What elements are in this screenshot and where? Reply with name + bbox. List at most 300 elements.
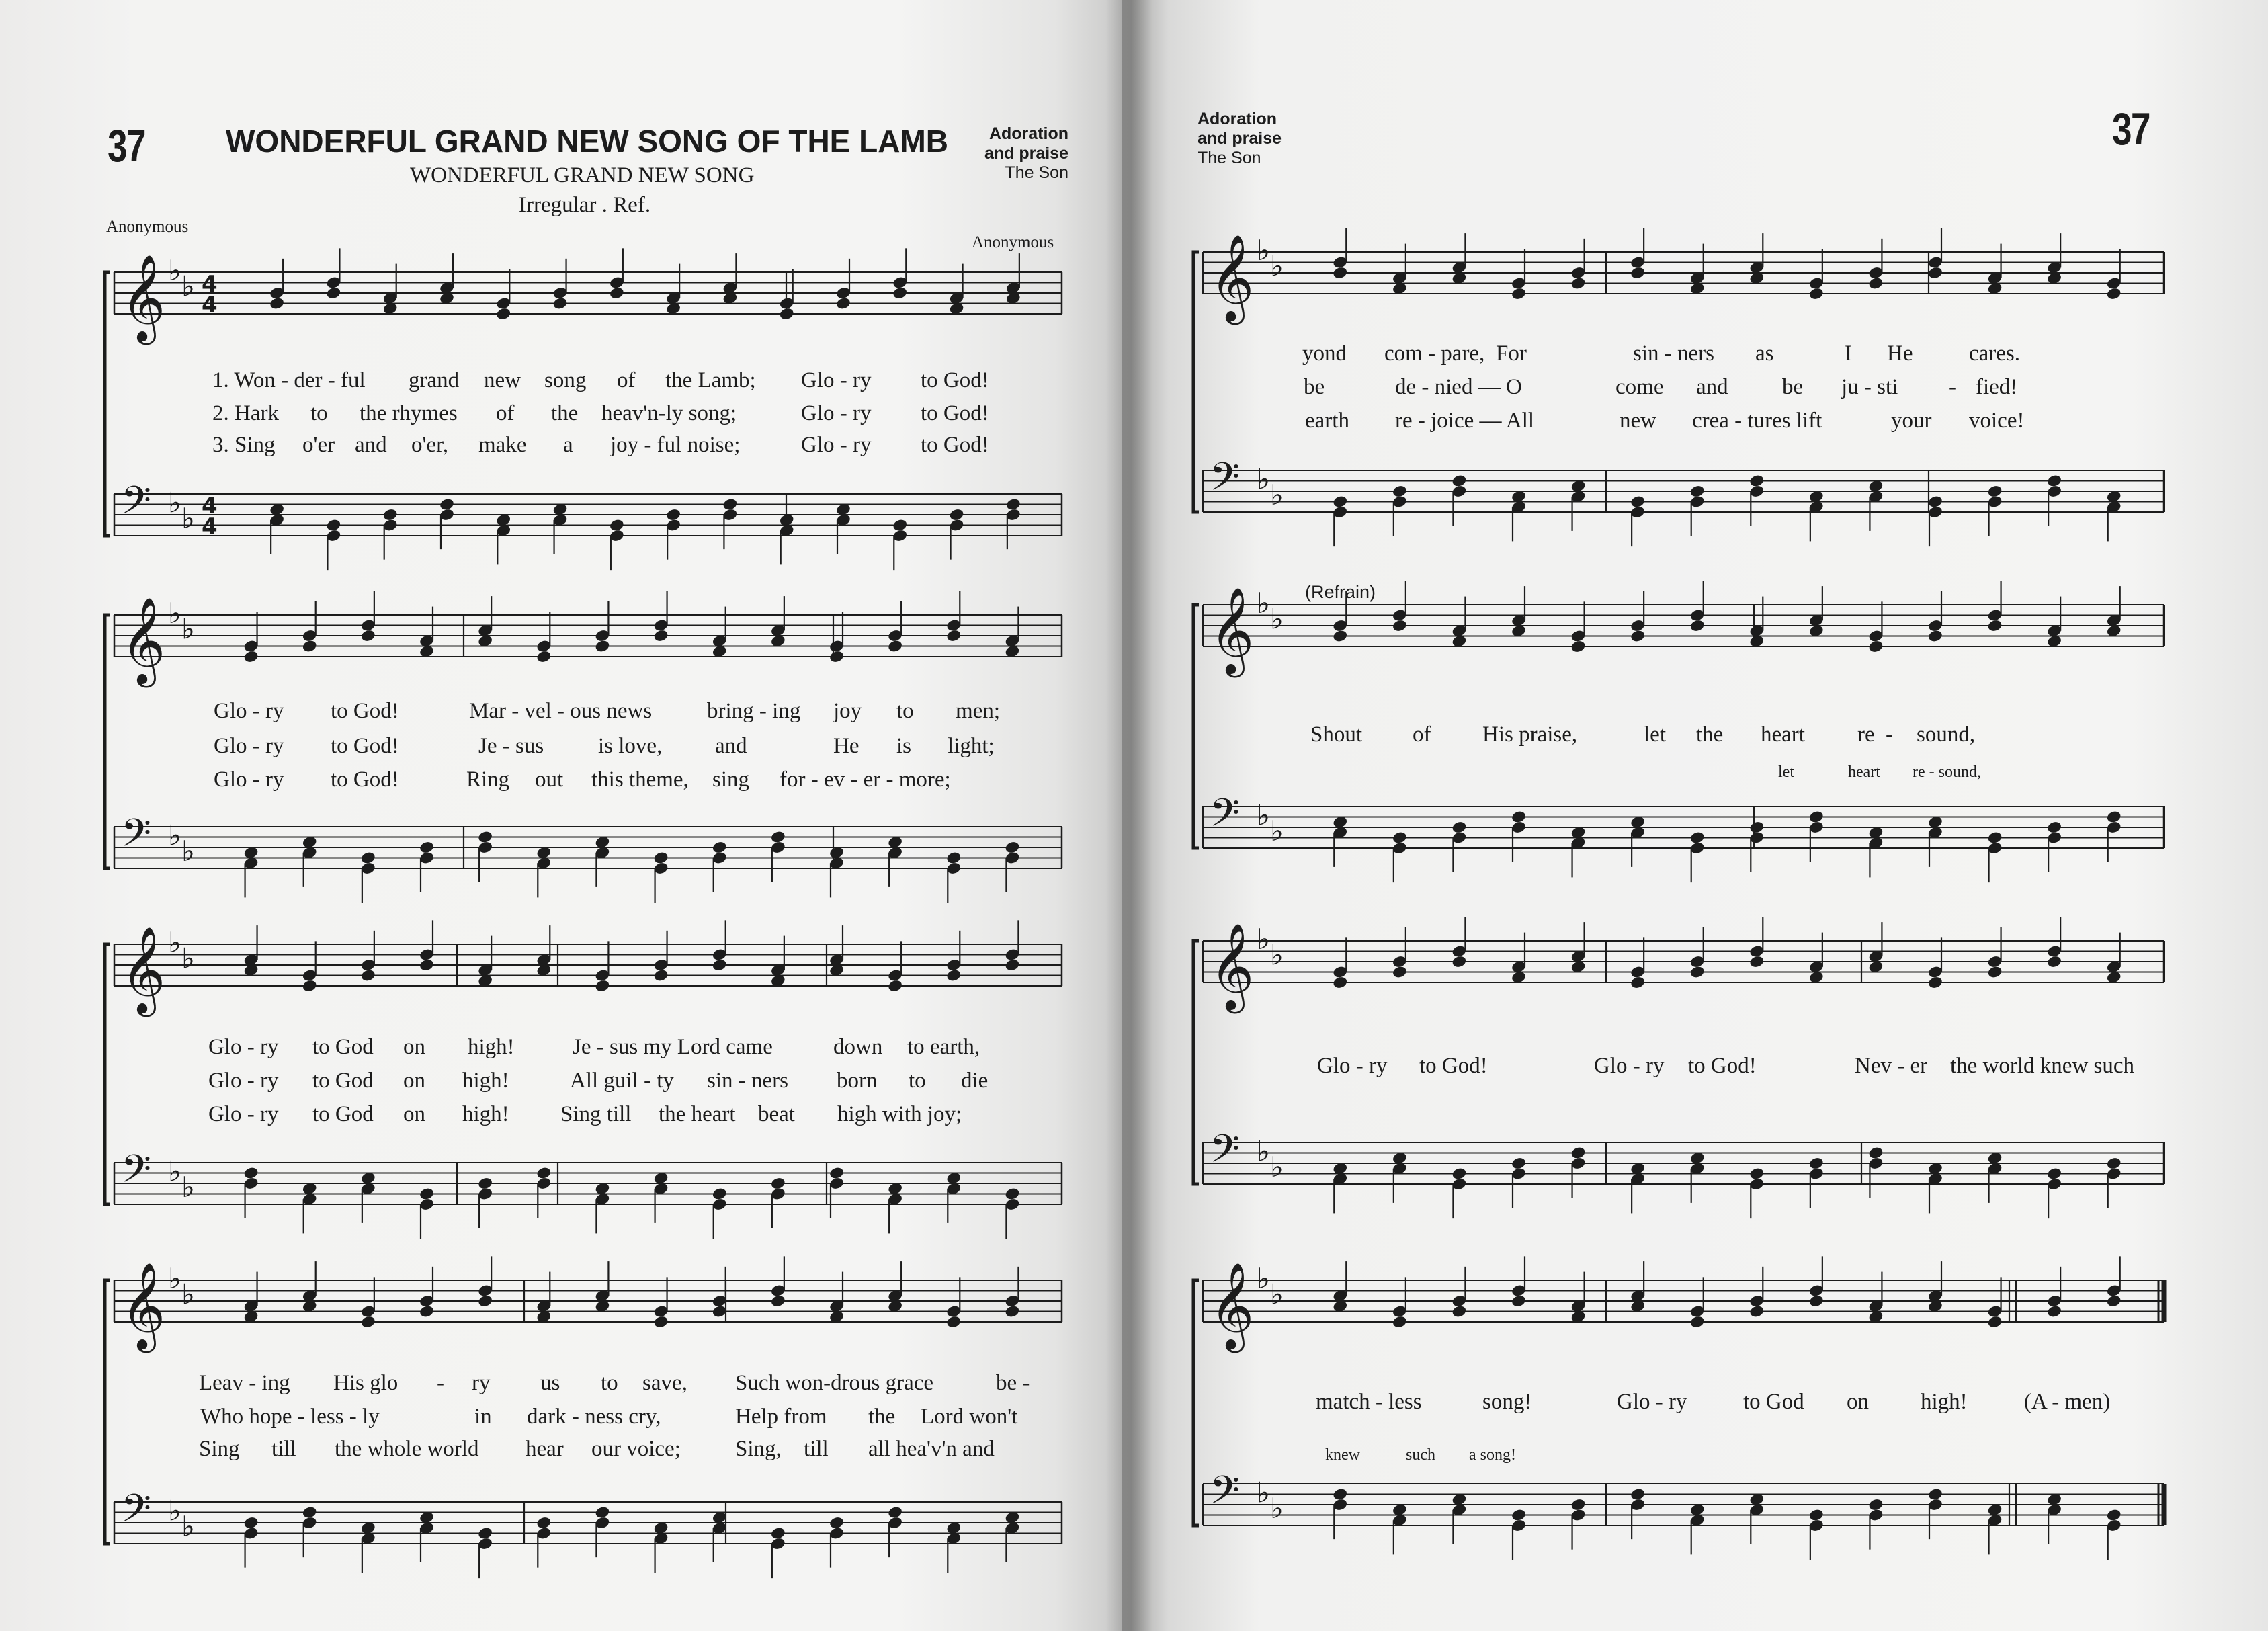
note-chord xyxy=(1005,497,1021,549)
bass-clef-icon: 𝄢 xyxy=(121,1146,152,1202)
lyric: cares. xyxy=(1969,341,2021,366)
lyric: Je - sus my Lord came xyxy=(573,1035,773,1059)
lyric: to God! xyxy=(331,734,399,758)
note-chord xyxy=(477,1177,493,1228)
note-chord xyxy=(1808,586,1824,638)
note-chord xyxy=(1749,821,1765,872)
hymn-title: WONDERFUL GRAND NEW SONG OF THE LAMB xyxy=(226,124,948,159)
bass-staff-right-2 xyxy=(1203,790,2164,882)
note-chord xyxy=(243,845,259,897)
time-signature: 4 xyxy=(202,292,218,319)
lyric: Shout xyxy=(1310,722,1363,747)
lyric: your xyxy=(1891,409,1932,433)
note-chord xyxy=(594,835,610,887)
lyric-small: knew xyxy=(1325,1446,1360,1464)
lyric: fied! xyxy=(1976,375,2018,399)
treble-staff-left-1 xyxy=(114,248,1062,345)
bass-clef-icon: 𝄢 xyxy=(1210,454,1241,509)
treble-staff-left-3 xyxy=(114,920,1062,1017)
lyric: us xyxy=(540,1371,560,1395)
lyric: For xyxy=(1496,341,1527,366)
note-chord xyxy=(1808,1157,1824,1208)
note-chord xyxy=(1749,917,1765,968)
flat-icon: ♭ xyxy=(1270,1278,1284,1311)
note-chord xyxy=(1570,825,1587,877)
flat-icon: ♭ xyxy=(1257,1476,1270,1509)
lyric: the rhymes xyxy=(360,401,458,425)
note-chord xyxy=(1927,1487,1943,1539)
note-chord xyxy=(1630,1487,1646,1539)
lyric: is love, xyxy=(598,734,663,758)
lyric: song! xyxy=(1482,1390,1532,1414)
lyric: yond xyxy=(1302,341,1347,366)
lyric: Nev - er xyxy=(1855,1054,1928,1078)
lyric: Glo - ry xyxy=(214,699,284,723)
note-chord xyxy=(1392,485,1408,536)
lyric: the heart xyxy=(659,1102,736,1126)
lyric: to God xyxy=(312,1069,374,1093)
note-chord xyxy=(1004,1267,1020,1319)
note-chord xyxy=(946,1521,962,1573)
note-chord xyxy=(382,508,398,560)
note-chord xyxy=(653,1521,669,1573)
note-chord xyxy=(2046,917,2062,968)
hymn-subtitle: WONDERFUL GRAND NEW SONG xyxy=(410,163,755,187)
category-left-line1: Adoration xyxy=(989,124,1068,143)
note-chord xyxy=(1004,920,1020,972)
lyric: this theme, xyxy=(591,767,689,792)
lyric: He xyxy=(833,734,859,758)
note-chord xyxy=(1987,485,2003,536)
lyric: born xyxy=(837,1069,878,1093)
flat-icon: ♭ xyxy=(181,1509,195,1543)
note-chord xyxy=(1451,1493,1467,1544)
note-chord xyxy=(2106,586,2122,638)
lyric: men; xyxy=(956,699,1000,723)
lyric: Glo - ry xyxy=(801,401,872,425)
bass-clef-icon: 𝄢 xyxy=(1210,790,1241,845)
note-chord xyxy=(722,253,738,305)
lyric: 3. Sing xyxy=(212,433,276,457)
lyric: Glo - ry xyxy=(214,767,284,792)
note-chord xyxy=(1630,815,1646,867)
lyric: high! xyxy=(462,1069,509,1093)
note-chord xyxy=(243,1516,259,1568)
lyric: to xyxy=(909,1069,926,1093)
note-chord xyxy=(653,851,669,903)
lyric: come xyxy=(1615,375,1664,399)
lyric: on xyxy=(403,1069,425,1093)
note-chord xyxy=(302,1261,318,1313)
note-chord xyxy=(1004,1187,1020,1239)
note-chord xyxy=(1987,581,2003,632)
note-chord xyxy=(1570,479,1587,531)
refrain-label: (Refrain) xyxy=(1305,582,1376,602)
note-chord xyxy=(835,259,851,310)
lyric: to xyxy=(601,1371,618,1395)
lyric: is xyxy=(896,734,912,758)
flat-icon: ♭ xyxy=(168,486,181,519)
category-left-line2: and praise xyxy=(984,144,1068,163)
note-chord xyxy=(552,503,569,554)
bass-staff-right-4 xyxy=(1203,1467,2164,1560)
note-chord xyxy=(1570,239,1587,290)
note-chord xyxy=(1749,474,1765,526)
note-chord xyxy=(770,596,786,648)
note-chord xyxy=(1867,239,1884,290)
treble-staff-left-4 xyxy=(114,1256,1062,1353)
bass-clef-icon: 𝄢 xyxy=(121,810,152,866)
note-chord xyxy=(1867,601,1884,653)
note-chord xyxy=(536,612,552,663)
note-chord xyxy=(594,1261,610,1313)
note-chord xyxy=(887,1261,903,1313)
note-chord xyxy=(665,508,681,560)
note-chord xyxy=(536,925,552,977)
flat-icon: ♭ xyxy=(181,1278,195,1311)
note-chord xyxy=(835,503,851,554)
note-chord xyxy=(1927,937,1943,989)
note-chord xyxy=(946,851,962,903)
note-chord xyxy=(1570,1498,1587,1550)
note-chord xyxy=(1451,1167,1467,1218)
note-chord xyxy=(360,1521,376,1573)
note-chord xyxy=(712,841,728,892)
lyric: heav'n-ly song; xyxy=(601,401,737,425)
lyric: Ring xyxy=(466,767,510,792)
note-chord xyxy=(1451,821,1467,872)
flat-icon: ♭ xyxy=(181,501,195,535)
lyric: our voice; xyxy=(591,1437,681,1461)
lyric: Glo - ry xyxy=(1317,1054,1388,1078)
note-chord xyxy=(1392,831,1408,882)
note-chord xyxy=(1927,1261,1943,1313)
category-left-line3: The Son xyxy=(1005,163,1068,182)
note-chord xyxy=(1630,228,1646,280)
lyric: - xyxy=(1949,375,1956,399)
lyric: to God xyxy=(312,1035,374,1059)
lyric: o'er xyxy=(302,433,335,457)
note-chord xyxy=(325,518,341,570)
lyric: for - ev - er - more; xyxy=(780,767,951,792)
note-chord xyxy=(536,845,552,897)
note-chord xyxy=(1570,1146,1587,1198)
note-chord xyxy=(887,601,903,653)
lyric: Glo - ry xyxy=(801,368,872,392)
lyric: com - pare, xyxy=(1384,341,1485,366)
lyric: high! xyxy=(462,1102,509,1126)
treble-staff-left-2 xyxy=(114,591,1062,688)
note-chord xyxy=(2106,1508,2122,1560)
note-chord xyxy=(1451,233,1467,285)
note-chord xyxy=(269,503,285,554)
lyric: Sing till xyxy=(560,1102,632,1126)
treble-clef-icon: 𝄞 xyxy=(1210,234,1255,321)
bass-staff-left-3 xyxy=(114,1146,1062,1239)
lyric: to God! xyxy=(331,699,399,723)
lyric: ju - sti xyxy=(1841,375,1898,399)
lyric-small: re - sound, xyxy=(1913,763,1981,781)
bass-clef-icon: 𝄢 xyxy=(121,477,152,533)
lyric: be xyxy=(1304,375,1325,399)
lyric: sound, xyxy=(1917,722,1976,747)
flat-icon: ♭ xyxy=(181,1170,195,1204)
bass-staff-left-1 xyxy=(114,477,1062,570)
note-chord xyxy=(302,1505,318,1557)
lyric: Leav - ing xyxy=(199,1371,290,1395)
note-chord xyxy=(1392,1277,1408,1329)
category-right-line3: The Son xyxy=(1198,149,1261,167)
note-chord xyxy=(1808,489,1824,541)
note-chord xyxy=(1749,1267,1765,1319)
lyric: new xyxy=(484,368,521,392)
note-chord xyxy=(1332,1261,1348,1313)
note-chord xyxy=(1004,841,1020,892)
lyric: die xyxy=(961,1069,989,1093)
note-chord xyxy=(770,1256,786,1308)
category-right-line1: Adoration xyxy=(1198,110,1277,128)
note-chord xyxy=(302,835,318,887)
note-chord xyxy=(1808,1508,1824,1560)
lyric: Sing, xyxy=(735,1437,782,1461)
lyric: Sing xyxy=(199,1437,240,1461)
note-chord xyxy=(2046,233,2062,285)
note-chord xyxy=(1451,917,1467,968)
note-chord xyxy=(2106,810,2122,862)
lyric: heart xyxy=(1761,722,1805,747)
note-chord xyxy=(653,591,669,642)
note-chord xyxy=(1511,1157,1527,1208)
lyric: Glo - ry xyxy=(1594,1054,1665,1078)
flat-icon: ♭ xyxy=(1270,249,1284,283)
treble-staff-right-3 xyxy=(1203,917,2164,1014)
note-chord xyxy=(1689,1151,1706,1203)
flat-icon: ♭ xyxy=(1257,234,1270,267)
lyric: Mar - vel - ous news xyxy=(469,699,653,723)
lyric: to earth, xyxy=(907,1035,980,1059)
lyric: down xyxy=(833,1035,883,1059)
note-chord xyxy=(1689,1277,1706,1329)
bass-clef-icon: 𝄢 xyxy=(1210,1126,1241,1181)
note-chord xyxy=(829,612,845,663)
note-chord xyxy=(1332,937,1348,989)
note-chord xyxy=(1630,1161,1646,1213)
note-chord xyxy=(829,845,845,897)
lyric: Who hope - less - ly xyxy=(200,1405,380,1429)
lyric: on xyxy=(403,1035,425,1059)
lyric: beat xyxy=(758,1102,795,1126)
note-chord xyxy=(594,1181,610,1233)
note-chord xyxy=(1689,1503,1706,1554)
note-chord xyxy=(1927,228,1943,280)
lyric: earth xyxy=(1305,409,1349,433)
flat-icon: ♭ xyxy=(181,269,195,303)
note-chord xyxy=(1392,1151,1408,1203)
lyric: new xyxy=(1620,409,1656,433)
lyric: sin - ners xyxy=(1633,341,1714,366)
flat-icon: ♭ xyxy=(1270,602,1284,636)
note-chord xyxy=(1927,591,1943,643)
lyric: make xyxy=(478,433,527,457)
lyric: His praise, xyxy=(1482,722,1578,747)
time-signature: 4 xyxy=(202,493,218,519)
lyric: song xyxy=(544,368,587,392)
lyric: Glo - ry xyxy=(801,433,872,457)
note-chord xyxy=(1927,815,1943,867)
note-chord xyxy=(653,1171,669,1223)
lyric: Lord won't xyxy=(921,1405,1018,1429)
note-chord xyxy=(892,518,908,570)
lyric: till xyxy=(804,1437,829,1461)
lyric-small: heart xyxy=(1848,763,1880,781)
note-chord xyxy=(712,920,728,972)
lyric: in xyxy=(474,1405,492,1429)
lyric: as xyxy=(1755,341,1774,366)
note-chord xyxy=(1808,1256,1824,1308)
note-chord xyxy=(1987,831,2003,882)
note-chord xyxy=(360,931,376,982)
flat-icon: ♭ xyxy=(1257,1134,1270,1168)
note-chord xyxy=(946,591,962,642)
note-chord xyxy=(552,259,569,310)
treble-staff-right-4 xyxy=(1203,1256,2164,1353)
lyric: on xyxy=(403,1102,425,1126)
note-chord xyxy=(419,1187,435,1239)
note-chord xyxy=(419,1267,435,1319)
category-left xyxy=(961,124,1068,183)
bass-clef-icon: 𝄢 xyxy=(121,1485,152,1541)
note-chord xyxy=(1332,1487,1348,1539)
bass-staff-right-3 xyxy=(1203,1126,2164,1218)
lyric: I xyxy=(1845,341,1852,366)
flat-icon: ♭ xyxy=(1270,938,1284,972)
flat-icon: ♭ xyxy=(181,612,195,646)
lyric: to God! xyxy=(921,433,989,457)
treble-clef-icon: 𝄞 xyxy=(121,597,166,684)
note-chord xyxy=(360,1277,376,1329)
note-chord xyxy=(419,920,435,972)
note-chord xyxy=(360,1171,376,1223)
lyric: be xyxy=(1782,375,1804,399)
note-chord xyxy=(1689,485,1706,536)
lyric: the xyxy=(868,1405,896,1429)
lyric: re - joice — All xyxy=(1395,409,1535,433)
note-chord xyxy=(946,931,962,982)
note-chord xyxy=(302,601,318,653)
note-chord xyxy=(653,931,669,982)
bass-staff-left-2 xyxy=(114,810,1062,903)
lyric: high with joy; xyxy=(837,1102,962,1126)
words-credit: Anonymous xyxy=(106,218,189,236)
lyric-small: let xyxy=(1778,763,1794,781)
note-chord xyxy=(1749,1493,1765,1544)
lyric: high! xyxy=(468,1035,515,1059)
lyric: let xyxy=(1644,722,1666,747)
lyric: out xyxy=(535,767,564,792)
lyric: the xyxy=(1696,722,1724,747)
note-chord xyxy=(1987,1151,2003,1203)
note-chord xyxy=(419,841,435,892)
bass-staff-right-1 xyxy=(1203,454,2164,546)
lyric: to God xyxy=(1743,1390,1804,1414)
note-chord xyxy=(1808,249,1824,300)
lyric: high! xyxy=(1921,1390,1968,1414)
lyric: and xyxy=(355,433,387,457)
note-chord xyxy=(1689,831,1706,882)
note-chord xyxy=(2046,821,2062,872)
note-chord xyxy=(1392,1503,1408,1554)
note-chord xyxy=(653,1277,669,1329)
lyric: to God! xyxy=(1688,1054,1757,1078)
music-credit: Anonymous xyxy=(972,233,1054,251)
lyric: Such won-drous grace xyxy=(735,1371,934,1395)
system-bracket xyxy=(105,615,110,868)
note-chord xyxy=(1927,1161,1943,1213)
lyric: - xyxy=(1886,722,1893,747)
lyric: 1. Won - der - ful xyxy=(212,368,366,392)
lyric: ry xyxy=(472,1371,491,1395)
flat-icon: ♭ xyxy=(1257,798,1270,832)
hymn-meter: Irregular . Ref. xyxy=(519,193,651,217)
lyric: (A - men) xyxy=(2024,1390,2111,1414)
note-chord xyxy=(949,508,965,560)
note-chord xyxy=(829,925,845,977)
lyric: crea - tures lift xyxy=(1692,409,1822,433)
note-chord xyxy=(1004,1511,1020,1562)
flat-icon: ♭ xyxy=(168,926,181,959)
flat-icon: ♭ xyxy=(1270,814,1284,847)
note-chord xyxy=(360,851,376,903)
lyric: till xyxy=(271,1437,296,1461)
note-chord xyxy=(1451,1267,1467,1319)
lyric: on xyxy=(1847,1390,1869,1414)
system-bracket xyxy=(105,272,110,536)
note-chord xyxy=(722,497,738,549)
lyric: to God xyxy=(312,1102,374,1126)
note-chord xyxy=(1808,810,1824,862)
hymn-number-right: 37 xyxy=(2112,103,2150,155)
lyric: to God! xyxy=(331,767,399,792)
note-chord xyxy=(770,1177,786,1228)
note-chord xyxy=(325,248,341,300)
note-chord xyxy=(1867,825,1884,877)
lyric: voice! xyxy=(1969,409,2025,433)
bass-clef-icon: 𝄢 xyxy=(1210,1467,1241,1523)
system-bracket xyxy=(105,944,110,1204)
note-chord xyxy=(1927,495,1943,546)
lyric: match - less xyxy=(1316,1390,1422,1414)
lyric: a xyxy=(563,433,573,457)
lyric: - xyxy=(437,1371,444,1395)
lyric: Help from xyxy=(735,1405,827,1429)
system-bracket xyxy=(1193,941,1199,1184)
note-chord xyxy=(1451,474,1467,526)
lyric: Glo - ry xyxy=(214,734,284,758)
treble-clef-icon: 𝄞 xyxy=(121,254,166,341)
system-bracket xyxy=(1193,605,1199,848)
note-chord xyxy=(536,1166,552,1218)
note-chord xyxy=(946,1277,962,1329)
note-chord xyxy=(477,830,493,882)
note-chord xyxy=(779,513,795,564)
lyric: to xyxy=(310,401,328,425)
note-chord xyxy=(1332,228,1348,280)
note-chord xyxy=(2046,1493,2062,1544)
note-chord xyxy=(1332,495,1348,546)
note-chord xyxy=(477,596,493,648)
lyric: de - nied — O xyxy=(1395,375,1522,399)
note-chord xyxy=(1392,581,1408,632)
